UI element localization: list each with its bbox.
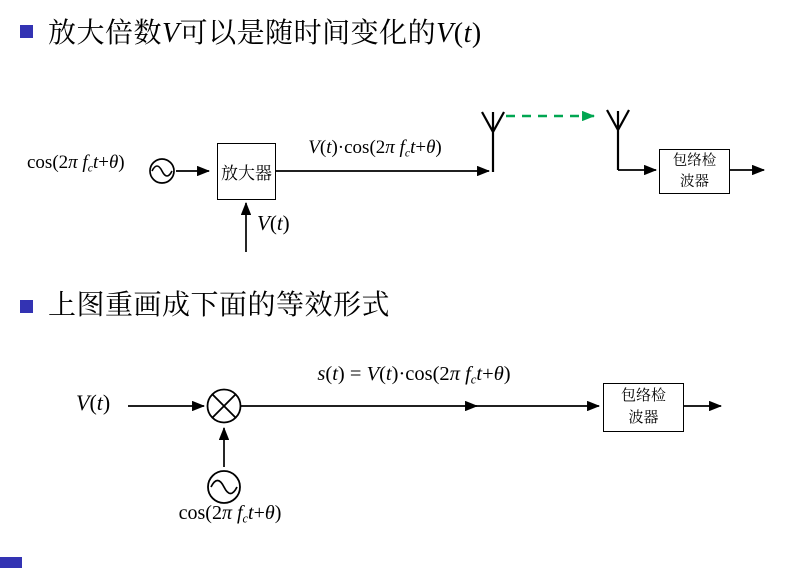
amplifier-label: 放大器 — [221, 164, 272, 183]
slide-title-line-2: 上图重画成下面的等效形式 — [48, 290, 391, 321]
tx-antenna-icon — [482, 112, 504, 172]
modulated-signal-label: s(t) = V(t)·cos(2π fct+θ) — [317, 363, 511, 387]
oscillator-label: cos(2π fct+θ) — [178, 502, 282, 526]
envelope-detector-label-line2: 波器 — [680, 173, 709, 190]
envelope-detector-label-line1: 包络检 — [620, 387, 666, 404]
bullet-square-icon — [20, 25, 33, 38]
carrier-source-label: cos(2π fct+θ) — [27, 152, 125, 175]
envelope-detector-label-line1: 包络检 — [672, 153, 717, 170]
rx-antenna-icon — [607, 110, 629, 170]
envelope-detector-block — [659, 149, 730, 194]
bullet-square-icon — [20, 300, 33, 313]
slide-footer-decoration — [0, 557, 22, 568]
amplified-signal-label: V(t)·cos(2π fct+θ) — [308, 137, 442, 160]
envelope-detector-label-line2: 波器 — [628, 409, 659, 426]
gain-label: V(t) — [257, 211, 290, 235]
amplifier-block — [217, 143, 276, 200]
envelope-detector-block — [603, 383, 684, 432]
slide-title-line-1: 放大倍数V可以是随时间变化的V(t) — [48, 18, 482, 49]
modulating-input-label: V(t) — [76, 390, 111, 415]
